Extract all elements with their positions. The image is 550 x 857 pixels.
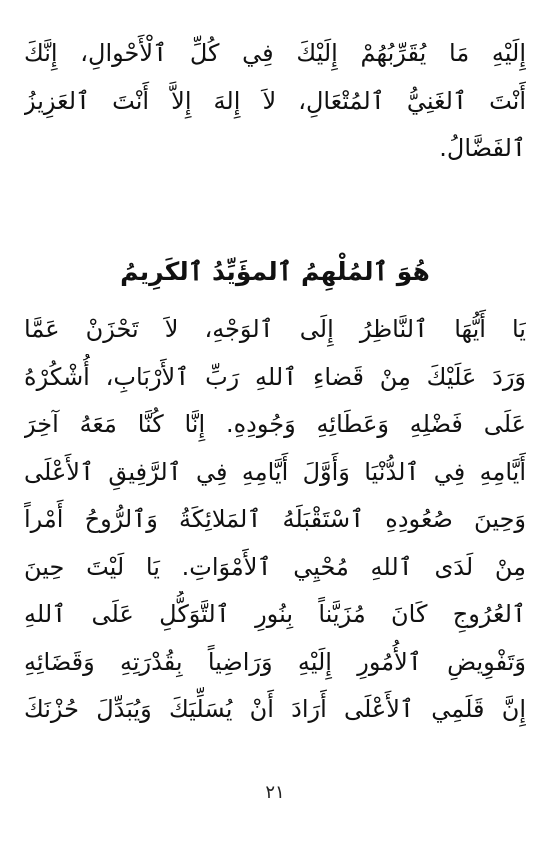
text-line: ٱلفَضَّالُ. (439, 134, 526, 162)
text-line: عَلَى فَضْلِهِ وَعَطَائِهِ وَجُودِهِ. إِنَّا كُنَّا مَعَهُ آخِرَ (24, 410, 526, 438)
text-line: أَيَّامِهِ فِي ٱلدُّنْيَا وَأَوَّلَ أَيَّامِهِ فِي ٱلرَّفِيقِ ٱلأَعْلَى (24, 457, 526, 486)
section-heading: هُوَ ٱلمُلْهِمُ ٱلمؤَيِّدُ ٱلكَرِيمُ (120, 257, 430, 286)
text-line: إِلَيْهِ مَا يُقَرِّبُهُمْ إِلَيْكَ فِي كُلِّ ٱلْأَحْوالِ، إِنَّكَ (24, 39, 526, 67)
page-number: ٢١ (265, 782, 285, 803)
section-paragraph (24, 306, 526, 734)
text-line: إِنَّ قَلَمِي ٱلأَعْلَى أَرَادَ أَنْ يُسَلِّيَكَ وَيُبَدِّلَ حُزْنَكَ (24, 695, 526, 723)
text-line: وَحِينَ صُعُودِهِ ٱسْتَقْبَلَهُ ٱلمَلائِكَةُ وَٱلرُّوحُ أَمْراً (24, 505, 526, 533)
top-paragraph (24, 30, 526, 173)
text-line: وَرَدَ عَلَيْكَ مِنْ قَضاءِ ٱللهِ رَبِّ ٱلأَرْبَابِ، أُشْكُرْهُ (24, 362, 526, 391)
text-line: يَا أَيُّهَا ٱلنَّاظِرُ إِلَى ٱلوَجْهِ، لاَ تَحْزَنْ عَمَّا (24, 315, 526, 343)
text-line: مِنْ لَدَى ٱللهِ مُحْيِي ٱلأَمْوَاتِ. يَا لَيْتَ حِينَ (24, 552, 526, 581)
text-line: وَتَفْوِيضِ ٱلأُمُورِ إِلَيْهِ وَرَاضِياً بِقُدْرَتِهِ وَقَضَائِهِ (24, 647, 526, 676)
text-line: أَنْتَ ٱلغَنِيُّ ٱلمُتْعَالِ، لاَ إِلهَ إِلاَّ أَنْتَ ٱلعَزِيزُ (24, 86, 526, 115)
text-line: ٱلعُرُوجِ كَانَ مُزَيَّناً بِنُورِ ٱلتَّوَكُّلِ عَلَى ٱللهِ (24, 600, 526, 628)
